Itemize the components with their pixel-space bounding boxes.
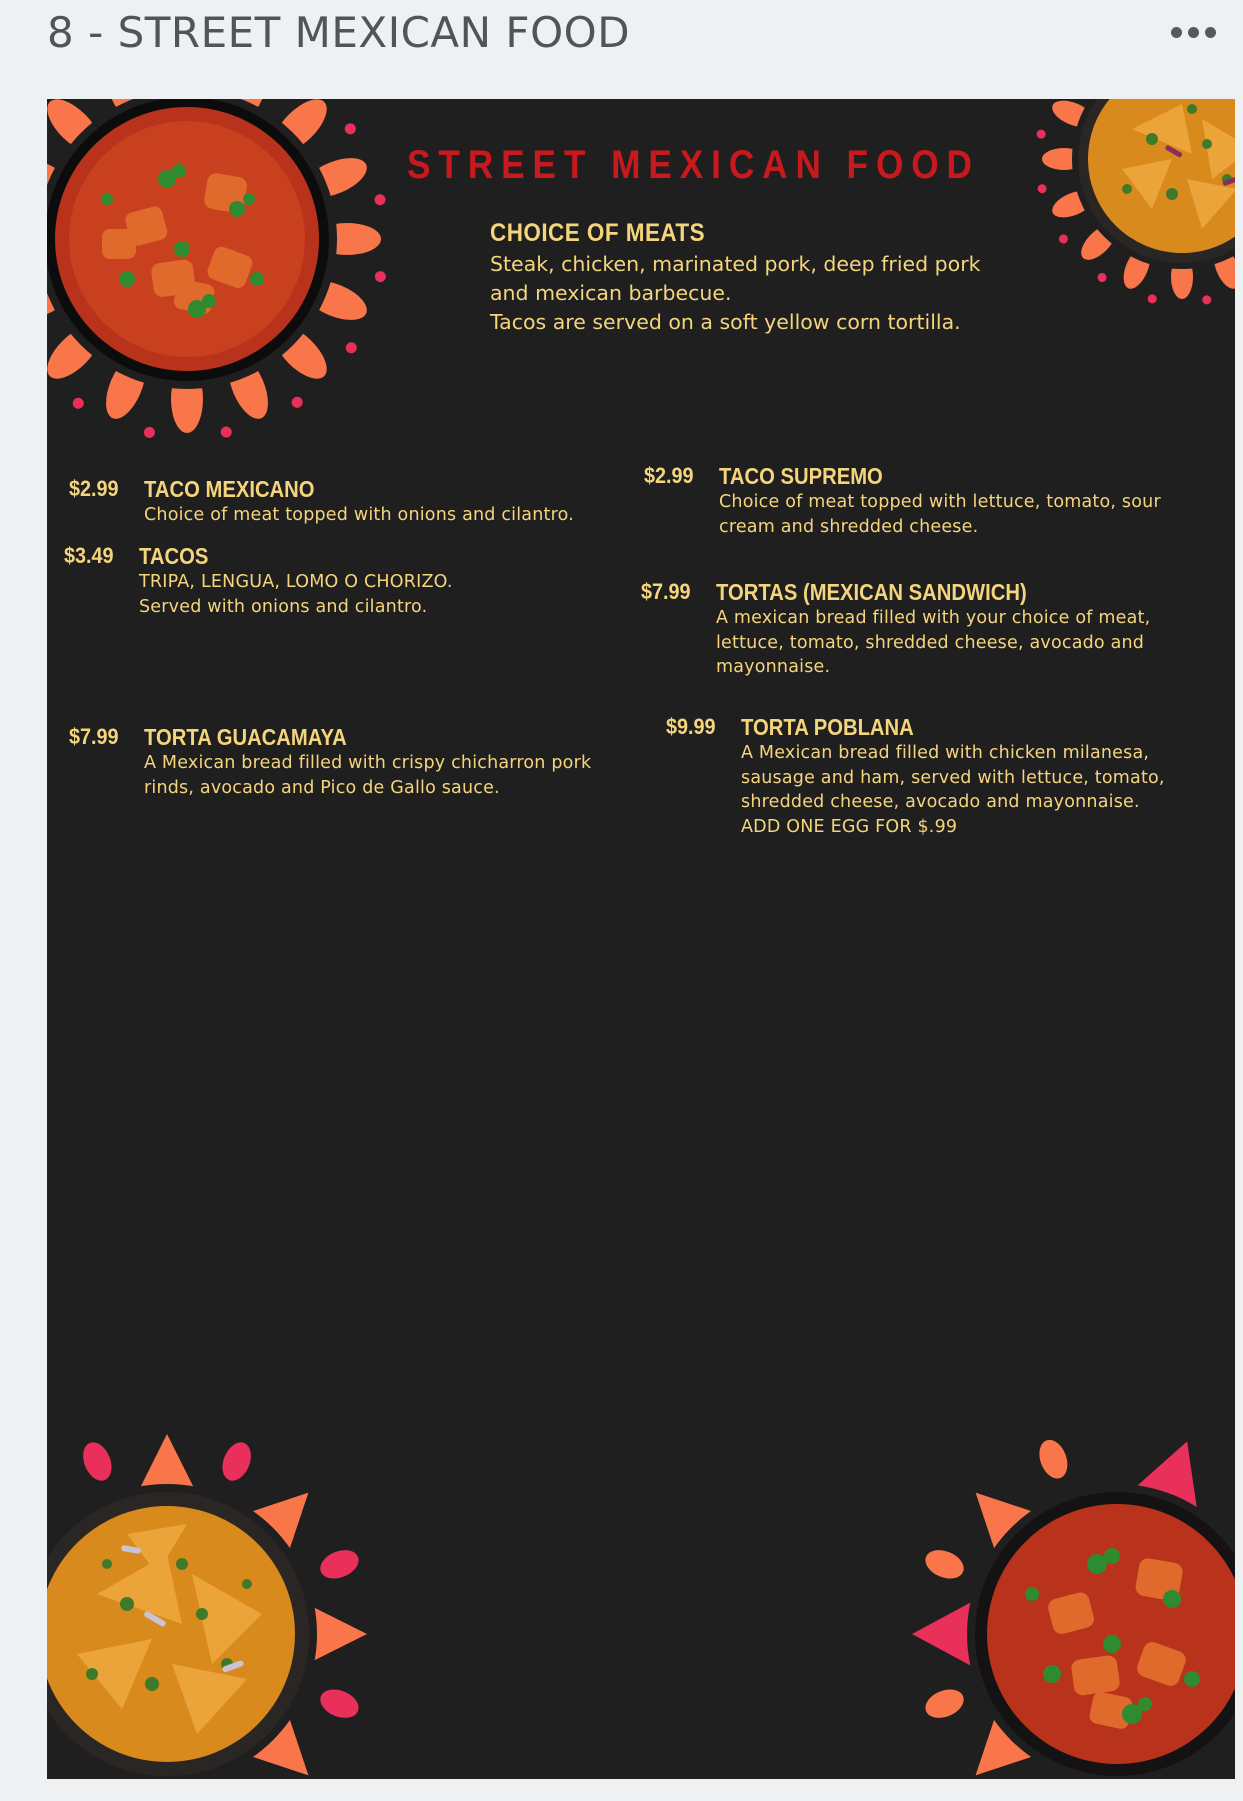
- menu-heading: STREET MEXICAN FOOD: [407, 143, 980, 187]
- chicken-tikka-bowl-image: [907, 1434, 1235, 1779]
- more-options-button[interactable]: [1163, 14, 1223, 50]
- item-description: [139, 570, 453, 619]
- menu-item-taco-mexicano: [69, 476, 629, 536]
- choice-of-meats-section: [490, 219, 1050, 337]
- item-description: [144, 751, 591, 800]
- menu-item-taco-supremo: [644, 463, 1204, 543]
- more-dot: [1188, 27, 1199, 38]
- item-name: TORTA POBLANA: [741, 714, 914, 740]
- item-desc-line: A mexican bread filled with your choice of meat,: [716, 608, 1151, 628]
- item-price: $2.99: [644, 463, 694, 488]
- item-desc-line: Choice of meat topped with lettuce, tomato, sour: [719, 492, 1161, 512]
- item-desc-line: Choice of meat topped with onions and cilantro.: [144, 505, 574, 525]
- menu-item-tacos: [64, 543, 624, 623]
- menu-item-tortas: [641, 579, 1201, 679]
- item-name: TACO MEXICANO: [144, 476, 315, 502]
- menu-card: [47, 99, 1235, 1779]
- more-horizontal-icon: [1171, 27, 1182, 38]
- meats-line: Steak, chicken, marinated pork, deep fried pork: [490, 252, 981, 276]
- item-price: $7.99: [641, 579, 691, 604]
- item-price: $3.49: [64, 543, 114, 568]
- item-desc-line: mayonnaise.: [716, 657, 831, 677]
- item-description: [719, 490, 1161, 539]
- item-desc-line: TRIPA, LENGUA, LOMO O CHORIZO.: [139, 572, 453, 592]
- menu-item-torta-poblana: [666, 714, 1226, 837]
- item-desc-line: cream and shredded cheese.: [719, 516, 979, 537]
- item-desc-line: lettuce, tomato, shredded cheese, avocado and: [716, 632, 1145, 653]
- item-desc-line: Served with onions and cilantro.: [139, 596, 428, 617]
- item-price: $2.99: [69, 476, 119, 501]
- item-desc-line: sausage and ham, served with lettuce, tomato,: [741, 767, 1165, 788]
- item-desc-line: A Mexican bread filled with crispy chicharron pork: [144, 753, 592, 773]
- page-title: 8 - STREET MEXICAN FOOD: [47, 8, 631, 57]
- item-description: [741, 741, 1165, 839]
- choice-of-meats-title: CHOICE OF MEATS: [490, 219, 706, 247]
- choice-of-meats-text: [490, 250, 1050, 337]
- chicken-tikka-bowl-image: [47, 99, 387, 439]
- more-dot: [1205, 27, 1216, 38]
- page-header: [0, 0, 1243, 70]
- item-desc-line: ADD ONE EGG FOR $.99: [741, 816, 958, 837]
- item-name: TACO SUPREMO: [719, 463, 883, 489]
- item-name: TORTA GUACAMAYA: [144, 724, 347, 750]
- item-desc-line: rinds, avocado and Pico de Gallo sauce.: [144, 777, 500, 798]
- meats-line: and mexican barbecue.: [490, 281, 732, 305]
- chilaquiles-bowl-image: [47, 1434, 377, 1779]
- menu-item-torta-guacamaya: [69, 724, 629, 804]
- item-desc-line: shredded cheese, avocado and mayonnaise.: [741, 792, 1140, 812]
- item-price: $7.99: [69, 724, 119, 749]
- item-description: [144, 503, 574, 528]
- item-description: [716, 606, 1150, 680]
- item-name: TORTAS (MEXICAN SANDWICH): [716, 579, 1027, 605]
- item-price: $9.99: [666, 714, 716, 739]
- item-desc-line: A Mexican bread filled with chicken milanesa,: [741, 743, 1150, 763]
- item-name: TACOS: [139, 543, 209, 569]
- meats-line: Tacos are served on a soft yellow corn tortilla.: [490, 310, 961, 334]
